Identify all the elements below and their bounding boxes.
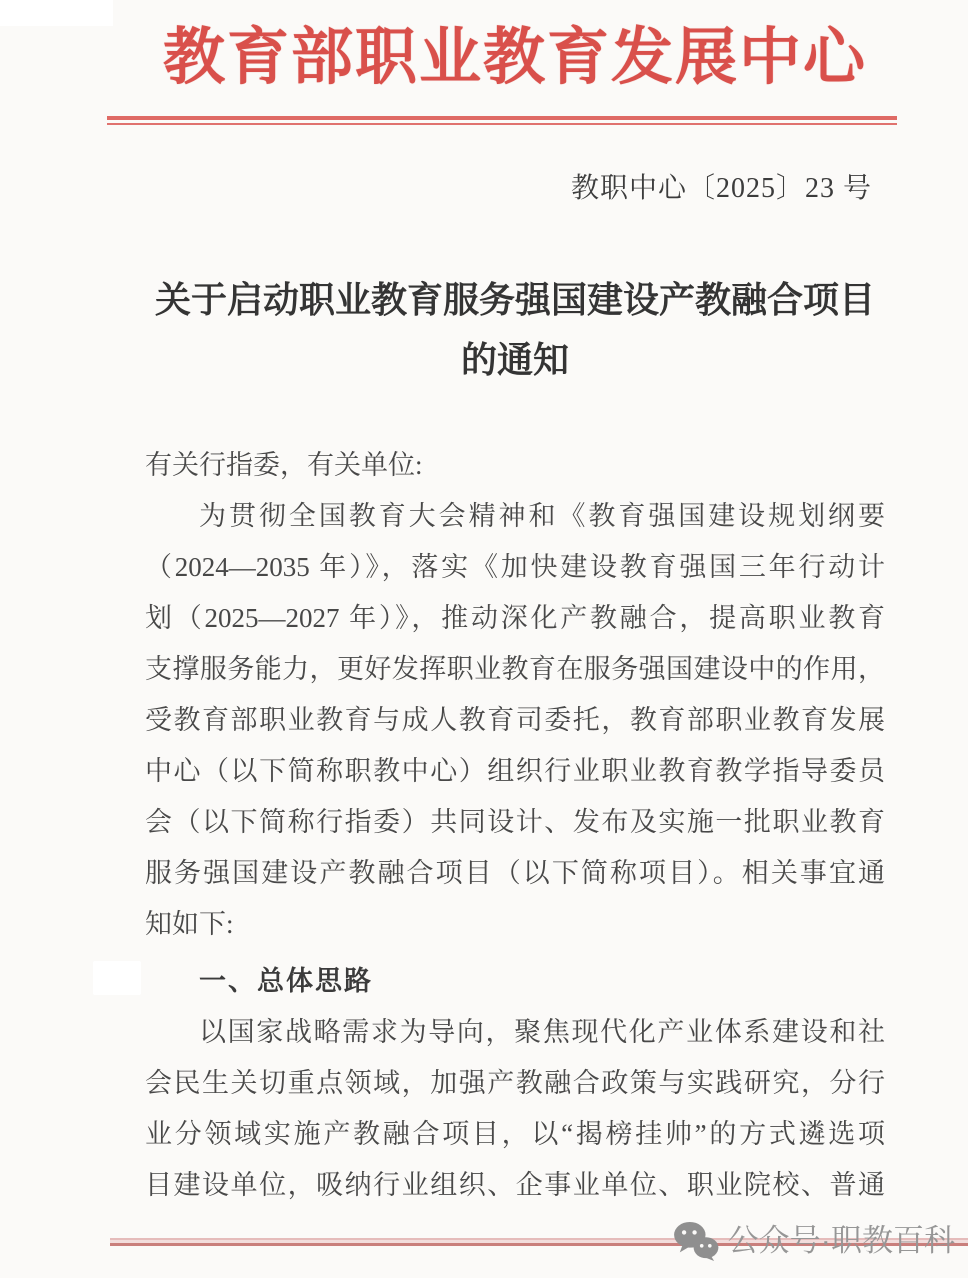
watermark-label: 公众号·职教百科 <box>727 1223 955 1258</box>
doc-number: 教职中心〔2025〕23 号 <box>570 173 872 204</box>
letterhead-divider-thin-line <box>107 123 897 125</box>
body-line: 会（以下简称行指委）共同设计、发布及实施一批职业教育 <box>145 807 885 837</box>
body-line: （2024—2035 年）》，落实《加快建设教育强国三年行动计 <box>145 552 885 582</box>
body-line: 支撑服务能力，更好发挥职业教育在服务强国建设中的作用， <box>145 654 885 684</box>
scan-artifact-patch <box>93 961 141 995</box>
wechat-icon <box>673 1221 719 1261</box>
document-title-line-2: 的通知 <box>460 340 569 380</box>
section-heading: 一、总体思路 <box>199 966 373 996</box>
body-line: 中心（以下简称职教中心）组织行业职业教育教学指导委员 <box>145 756 885 786</box>
body-line: 服务强国建设产教融合项目（以下简称项目）。相关事宜通 <box>145 858 885 888</box>
body-line: 有关行指委，有关单位: <box>145 450 423 480</box>
letterhead-divider <box>107 116 897 125</box>
body-line: 知如下: <box>145 909 234 939</box>
watermark <box>673 1219 955 1263</box>
document-title-line-1: 关于启动职业教育服务强国建设产教融合项目 <box>154 280 875 320</box>
body-line: 为贯彻全国教育大会精神和《教育强国建设规划纲要 <box>199 501 885 531</box>
letterhead-divider-thick-line <box>107 116 897 120</box>
body-line: 受教育部职业教育与成人教育司委托，教育部职业教育发展 <box>145 705 885 735</box>
body-line: 业分领域实施产教融合项目，以“揭榜挂帅”的方式遴选项 <box>145 1119 885 1149</box>
body-line: 划（2025—2027 年）》，推动深化产教融合，提高职业教育 <box>145 603 885 633</box>
body-line: 会民生关切重点领域，加强产教融合政策与实践研究，分行 <box>145 1068 885 1098</box>
body-line: 目建设单位，吸纳行业组织、企事业单位、职业院校、普通 <box>145 1170 885 1200</box>
document-body <box>145 440 885 1211</box>
letterhead-title: 教育部职业教育发展中心 <box>162 24 867 92</box>
scan-artifact-corner <box>0 0 113 26</box>
document-title <box>145 270 885 390</box>
body-line: 以国家战略需求为导向，聚焦现代化产业体系建设和社 <box>199 1017 885 1047</box>
